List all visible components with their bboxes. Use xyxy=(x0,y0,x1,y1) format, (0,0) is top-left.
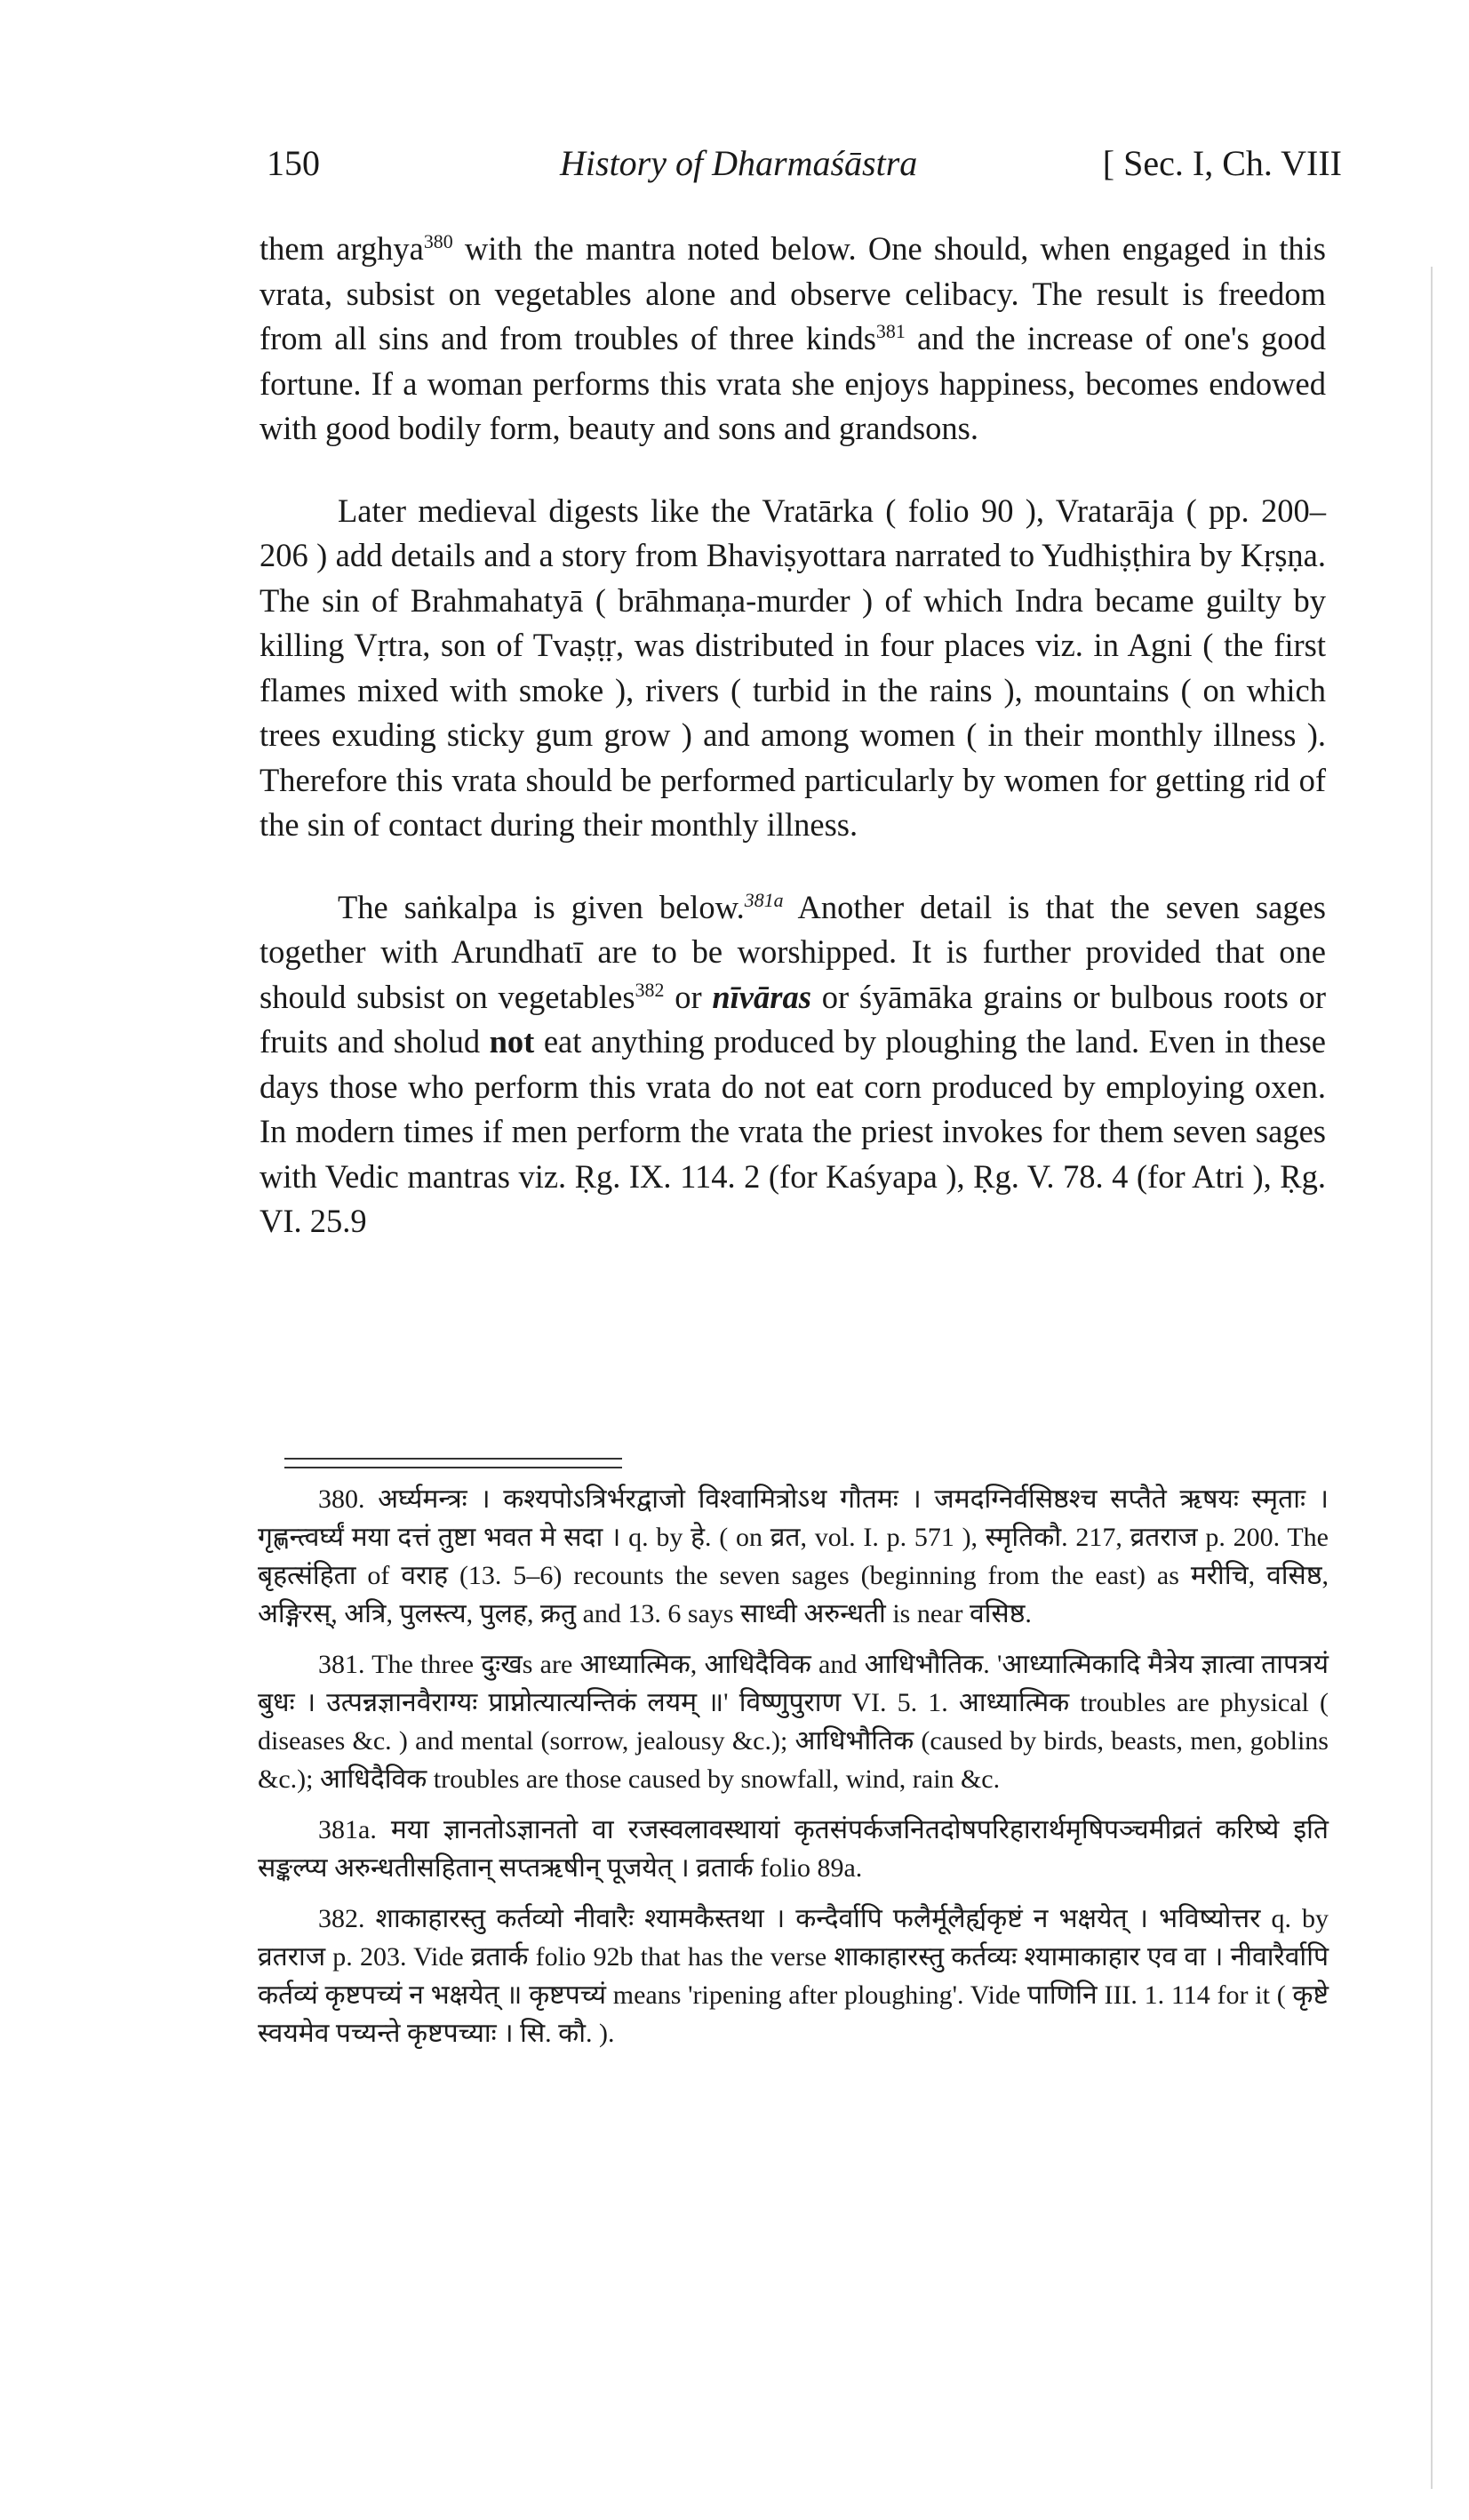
book-title: History of Dharmaśāstra xyxy=(560,143,918,183)
text-run: with the mantra noted below. One should, when engaged in this vrata, subsist on vegetables alone and observe celibacy. The result is freedom from all sins and from troubles of three kinds xyxy=(259,230,1326,356)
text-run: or śyāmāka grains or bulbous roots or fruits and sholud xyxy=(259,978,1326,1060)
text-run: and the increase of one's good fortune. If a woman performs this vrata she enjoys happiness, becomes endowed with good bodily form, beauty and sons and grandsons. xyxy=(259,320,1326,446)
footnote-rule xyxy=(284,1458,622,1468)
text-run: or xyxy=(664,978,713,1015)
paragraph-2: Later medieval digests like the Vratārka ( folio 90 ), Vratarāja ( pp. 200–206 ) add details and a story from Bhaviṣyottara narrated to Yudhiṣṭhira by Kṛṣṇa. The sin of Brahmahatyā ( brāhmaṇa-murder ) of which Indra became guilty by killing Vṛtra, son of Tvaṣṭṛ, was distributed in four places viz. in Agni ( the first flames mixed with smoke ), rivers ( turbid in the rains ), mountains ( on which trees exuding sticky gum grow ) and among women ( in their monthly illness ). Therefore this vrata should be performed particularly by women for getting rid of the sin of contact during their monthly illness. xyxy=(259,492,1326,843)
text-run: Another detail is that the seven sages together with Arundhatī are to be worshipped. It is further provided that one should subsist on vegetables xyxy=(259,888,1326,1015)
paragraph-1 xyxy=(259,227,1326,452)
page-number: 150 xyxy=(267,143,320,183)
text-run: them arghya xyxy=(259,230,424,267)
emphasis-not: not xyxy=(489,1023,535,1060)
footnote-ref-382: 382 xyxy=(635,978,665,1001)
emphasis-nivaras: nīvāras xyxy=(712,978,811,1015)
main-text xyxy=(259,227,1326,1282)
section-reference: [ Sec. I, Ch. VIII xyxy=(1102,143,1342,183)
footnote-381a: 381a. मया ज्ञानतोऽज्ञानतो वा रजस्वलावस्थायां कृतसंपर्कजनितदोषपरिहारार्थमृषिपञ्चमीव्रतं करिष्ये इति सङ्कल्प्य अरुन्धतीसहितान् सप्तऋषीन् पूजयेत् । व्रतार्क folio 89a. xyxy=(258,1815,1329,1883)
footnotes xyxy=(258,1480,1329,2065)
text-run: The saṅkalpa is given below. xyxy=(338,888,745,925)
footnote-ref-381: 381 xyxy=(875,319,906,342)
paragraph-3 xyxy=(259,885,1326,1244)
text-run: eat anything produced by ploughing the land. Even in these days those who perform this vrata do not eat corn produced by employing oxen. In modern times if men perform the vrata the priest invokes for them seven sages with Vedic mantras viz. Ṛg. IX. 114. 2 (for Kaśyapa ), Ṛg. V. 78. 4 (for Atri ), Ṛg. VI. 25.9 xyxy=(259,1023,1326,1239)
footnote-ref-380: 380 xyxy=(423,229,453,252)
scan-margin-line xyxy=(1431,267,1433,2489)
footnote-381: 381. The three दुःखs are आध्यात्मिक, आधिदैविक and आधिभौतिक. 'आध्यात्मिकादि मैत्रेय ज्ञात्वा तापत्रयं बुधः । उत्पन्नज्ञानवैराग्यः प्राप्नोत्यात्यन्तिकं लयम् ॥' विष्णुपुराण VI. 5. 1. आध्यात्मिक troubles are physical ( diseases &c. ) and mental (sorrow, jealousy &c.); आधिभौतिक (caused by birds, beasts, men, goblins &c.); आधिदैविक troubles are those caused by snowfall, wind, rain &c. xyxy=(258,1650,1329,1794)
running-head xyxy=(267,142,1342,196)
footnote-382: 382. शाकाहारस्तु कर्तव्यो नीवारैः श्यामकैस्तथा । कन्दैर्वापि फलैर्मूलैर्ह्यकृष्टं न भक्षयेत् । भविष्योत्तर q. by व्रतराज p. 203. Vide व्रतार्क folio 92b that has the verse शाकाहारस्तु कर्तव्यः श्यामाकाहार एव वा । नीवारैर्वापि कर्तव्यं कृष्टपच्यं न भक्षयेत् ॥ कृष्टपच्यं means 'ripening after ploughing'. Vide पाणिनि III. 1. 114 for it ( कृष्टे स्वयमेव पच्यन्ते कृष्टपच्याः । सि. कौ. ). xyxy=(258,1904,1329,2048)
footnote-380: 380. अर्घ्यमन्त्रः । कश्यपोऽत्रिर्भरद्वाजो विश्वामित्रोऽथ गौतमः । जमदग्निर्वसिष्ठश्च सप्तैते ऋषयः स्मृताः । गृह्णन्त्वर्घ्यं मया दत्तं तुष्टा भवत मे सदा । q. by हे. ( on व्रत, vol. I. p. 571 ), स्मृतिकौ. 217, व्रतराज p. 200. The बृहत्संहिता of वराह (13. 5–6) recounts the seven sages (beginning from the east) as मरीचि, वसिष्ठ, अङ्गिरस्, अत्रि, पुलस्त्य, पुलह, क्रतु and 13. 6 says साध्वी अरुन्धती is near वसिष्ठ. xyxy=(258,1484,1329,1628)
footnote-ref-381a: 381a xyxy=(744,888,784,911)
